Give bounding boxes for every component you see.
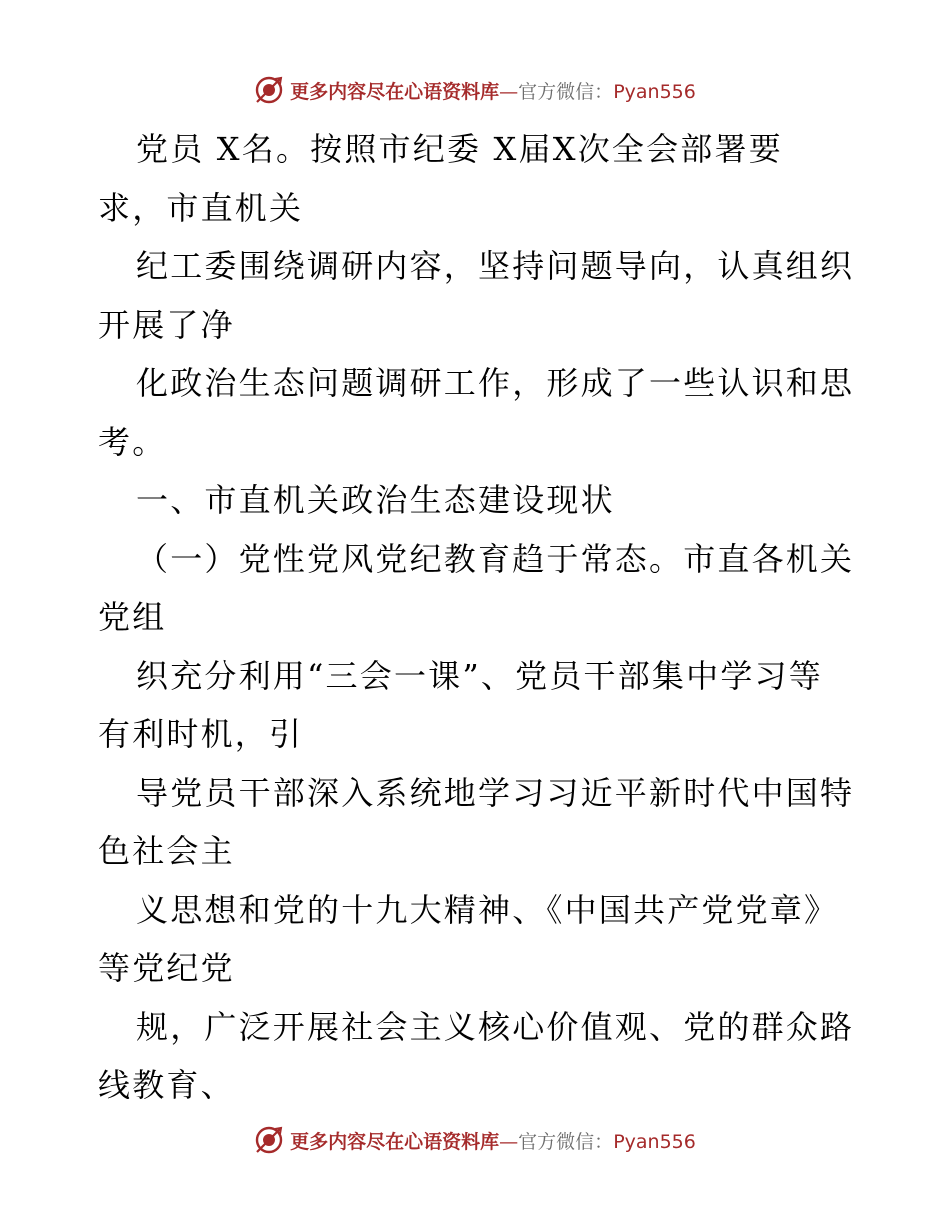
footer-banner [0,1122,950,1158]
text-line: 一、市直机关政治生态建设现状 [136,481,615,519]
text-line: 党组 [98,598,167,636]
text-line: 求，市直机关 [98,188,304,227]
document-body [98,120,858,1115]
banner-wechat-label: 官方微信： [518,80,614,103]
document-text [98,120,858,1115]
text-line: 化政治生态问题调研工作，形成了一些认识和思 [136,364,855,402]
banner-text [290,77,696,104]
banner-wechat-label: 官方微信： [518,1130,614,1153]
text-line: 导党员干部深入系统地学习习近平新时代中国特 [136,773,855,812]
banner-dash: — [499,1130,519,1153]
text-line: 线教育、 [98,1066,235,1104]
banner-wechat-id: Pyan556 [613,1130,696,1153]
banner-wechat-id: Pyan556 [613,80,696,103]
header-banner [0,72,950,108]
banner-dash: — [499,80,519,103]
logo-icon [254,75,284,105]
banner-site-name: 更多内容尽在心语资料库 [290,80,500,103]
text-line: 党员 X名。按照市纪委 X届X次全会部署要 [136,130,783,168]
text-line: 等党纪党 [98,949,235,987]
banner-text [290,1127,696,1154]
text-line: 织充分利用“三会一课”、党员干部集中学习等 [136,656,823,695]
text-line: 有利时机，引 [98,715,304,753]
text-line: 色社会主 [98,832,235,870]
text-line: （一）党性党风党纪教育趋于常态。市直各机关 [136,539,855,578]
text-line: 义思想和党的十九大精神、《中国共产党党章》 [136,890,839,929]
text-line: 规，广泛开展社会主义核心价值观、党的群众路 [136,1007,855,1046]
text-line: 开展了净 [98,305,235,344]
text-line: 考。 [98,422,167,461]
text-line: 纪工委围绕调研内容，坚持问题导向，认真组织 [136,247,855,285]
logo-icon [254,1125,284,1155]
banner-site-name: 更多内容尽在心语资料库 [290,1130,500,1153]
